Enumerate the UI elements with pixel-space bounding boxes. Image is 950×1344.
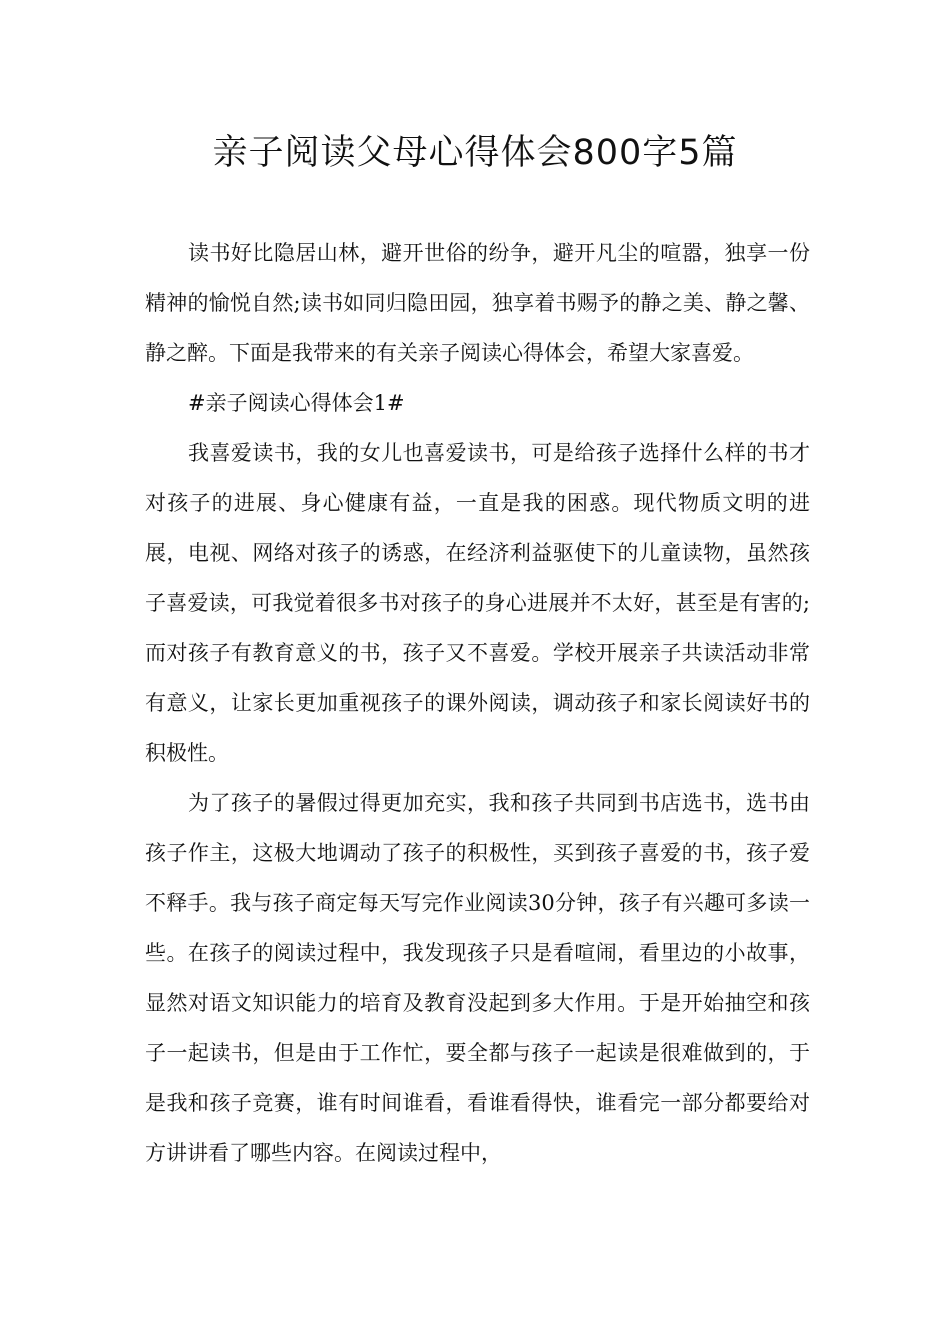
intro-paragraph: 读书好比隐居山林，避开世俗的纷争，避开凡尘的喧嚣，独享一份精神的愉悦自然;读书如同归隐田园，独享着书赐予的静之美、静之馨、静之醉。下面是我带来的有关亲子阅读心得体会，希望大家喜爱。: [145, 241, 810, 365]
document-body: [145, 228, 810, 1178]
body-paragraph-1: 我喜爱读书，我的女儿也喜爱读书，可是给孩子选择什么样的书才对孩子的进展、身心健康有益，一直是我的困惑。现代物质文明的进展，电视、网络对孩子的诱惑，在经济利益驱使下的儿童读物，虽然孩子喜爱读，可我觉着很多书对孩子的身心进展并不太好，甚至是有害的;而对孩子有教育意义的书，孩子又不喜爱。学校开展亲子共读活动非常有意义，让家长更加重视孩子的课外阅读，调动孩子和家长阅读好书的积极性。: [145, 441, 810, 765]
document-title: 亲子阅读父母心得体会800字5篇: [212, 133, 738, 173]
body-paragraph-2: 为了孩子的暑假过得更加充实，我和孩子共同到书店选书，选书由孩子作主，这极大地调动了孩子的积极性，买到孩子喜爱的书，孩子爱不释手。我与孩子商定每天写完作业阅读30分钟，孩子有兴趣可多读一些。在孩子的阅读过程中，我发现孩子只是看喧闹，看里边的小故事，显然对语文知识能力的培育及教育没起到多大作用。于是开始抽空和孩子一起读书，但是由于工作忙，要全都与孩子一起读是很难做到的，于是我和孩子竞赛，谁有时间谁看，看谁看得快，谁看完一部分都要给对方讲讲看了哪些内容。在阅读过程中，: [145, 791, 810, 1165]
section-heading: #亲子阅读心得体会1#: [188, 391, 405, 415]
